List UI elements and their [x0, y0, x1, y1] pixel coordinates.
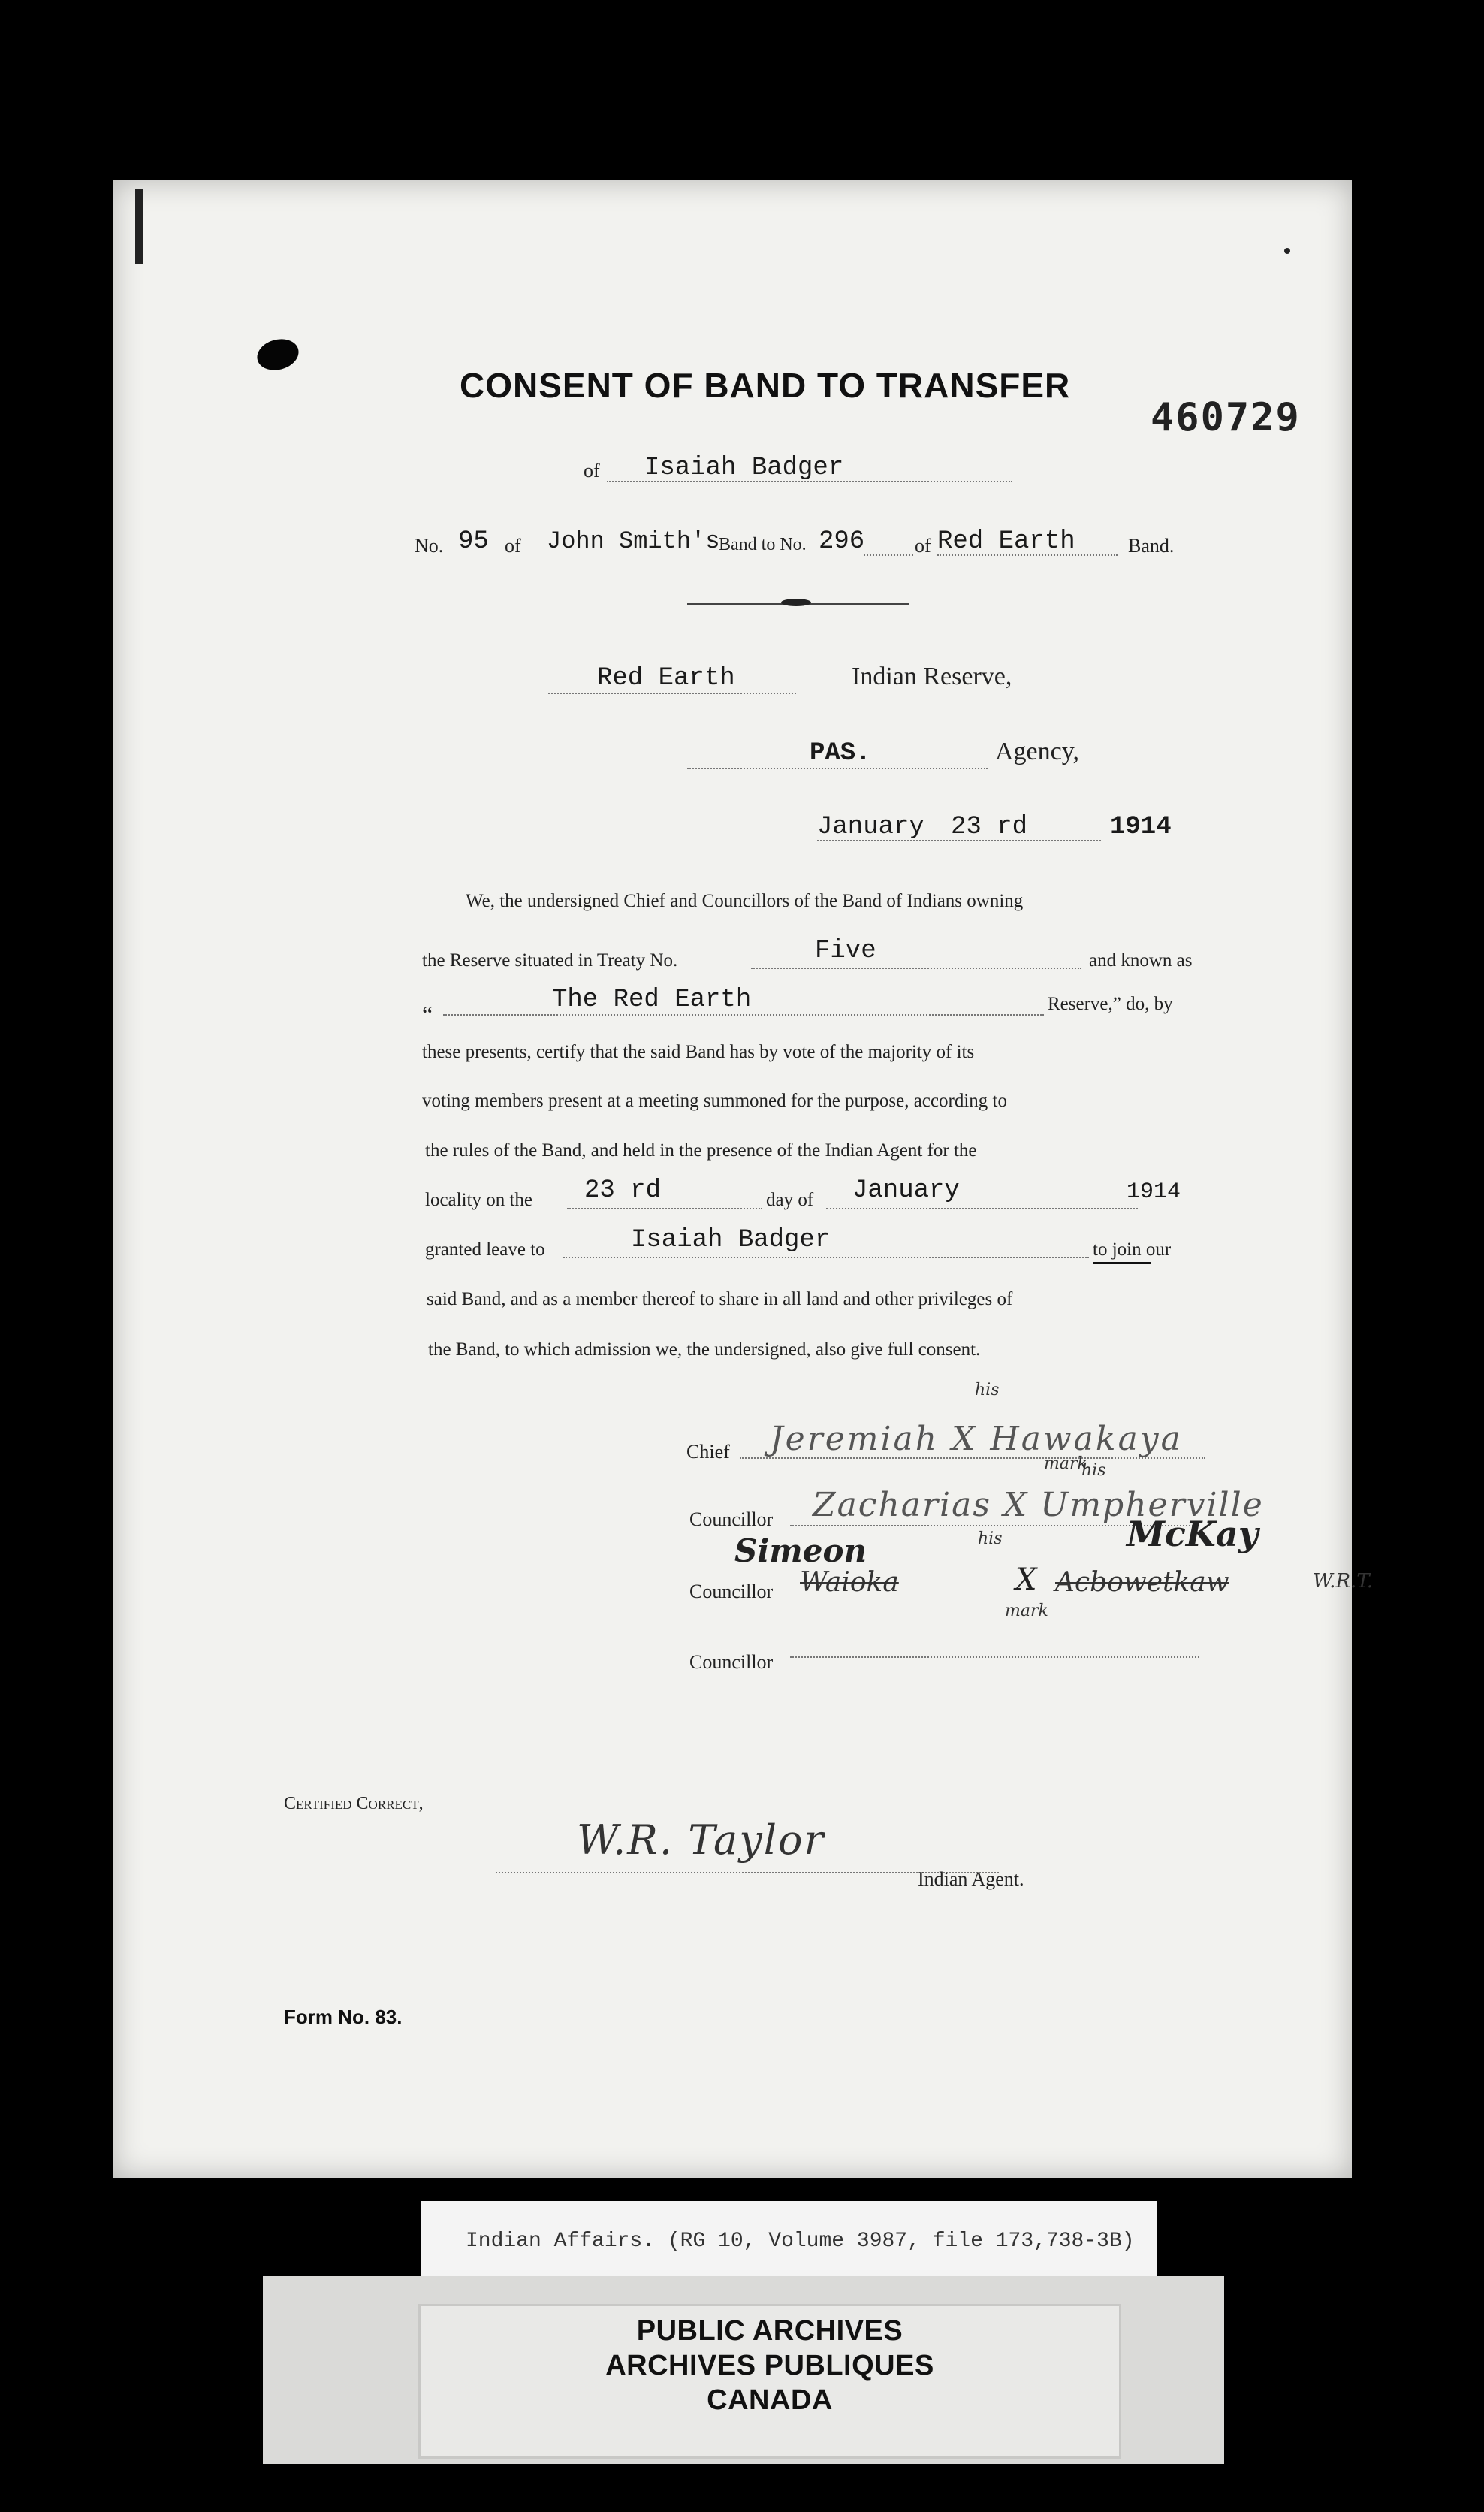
archive-reference: Indian Affairs. (RG 10, Volume 3987, file 173,738-3B): [466, 2230, 1135, 2253]
archive-line-3: CANADA: [707, 2384, 833, 2416]
councillor-2-x: X: [1015, 1562, 1037, 1597]
body-line-7a: locality on the: [425, 1190, 533, 1210]
chief-his: his: [975, 1381, 1000, 1399]
body-line-8a: granted leave to: [425, 1239, 545, 1260]
councillor-2-label: Councillor: [689, 1581, 774, 1602]
chief-mark: mark: [1044, 1454, 1087, 1473]
ornamental-rule-center: [781, 599, 811, 606]
open-quote: “: [422, 1001, 433, 1028]
body-line-2b: and known as: [1089, 950, 1193, 971]
councillor-3-dotted-line: [790, 1656, 1199, 1658]
body-line-1: We, the undersigned Chief and Councillors of the Band of Indians owning: [466, 891, 1024, 911]
body-line-7b: day of: [766, 1190, 814, 1210]
to-band-dotted-line: [937, 554, 1118, 556]
no-label: No.: [415, 535, 444, 557]
councillor-2-his: his: [978, 1529, 1003, 1548]
meeting-day: 23 rd: [584, 1176, 662, 1205]
to-number-dotted-line: [864, 554, 913, 556]
body-line-6: the rules of the Band, and held in the presence of the Indian Agent for the: [425, 1140, 977, 1161]
reserve-label: Indian Reserve,: [852, 663, 1012, 690]
councillor-2-mark: mark: [1005, 1602, 1048, 1620]
meeting-year: 1914: [1127, 1179, 1181, 1205]
of-label: of: [584, 460, 600, 482]
agency-name: PAS.: [810, 739, 871, 768]
agent-signature: W.R. Taylor: [577, 1816, 825, 1864]
councillor-2-struck-first: Waioka: [800, 1567, 899, 1598]
archive-reference-strip: [421, 2201, 1157, 2285]
body-line-10: the Band, to which admission we, the undersigned, also give full consent.: [428, 1339, 981, 1360]
body-line-5: voting members present at a meeting summoned for the purpose, according to: [422, 1091, 1007, 1111]
ink-dot: [1284, 248, 1290, 254]
meeting-day-dotted-line: [567, 1208, 762, 1209]
from-band: John Smith's: [547, 527, 720, 555]
to-number: 296: [819, 527, 865, 556]
councillor-3-label: Councillor: [689, 1651, 774, 1673]
date-month: January: [817, 813, 924, 841]
body-line-4: these presents, certify that the said Band has by vote of the majority of its: [422, 1042, 975, 1062]
chief-signature: Jeremiah X Hawakaya: [770, 1420, 1183, 1458]
from-number: 95: [458, 527, 489, 556]
councillor-2-first-name: Simeon: [734, 1532, 867, 1569]
body-line-9: said Band, and as a member thereof to share in all land and other privileges of: [427, 1289, 1013, 1309]
granted-name-dotted-line: [563, 1257, 1089, 1258]
file-number-stamp: 460729: [1151, 395, 1301, 440]
chief-label: Chief: [686, 1441, 730, 1463]
reserve-dotted-line: [548, 693, 796, 694]
body-line-2a: the Reserve situated in Treaty No.: [422, 950, 678, 971]
document-title: CONSENT OF BAND TO TRANSFER: [460, 366, 1071, 405]
granted-name: Isaiah Badger: [631, 1226, 831, 1254]
certified-correct-label: Certified Correct,: [284, 1794, 424, 1813]
councillor-1-label: Councillor: [689, 1508, 774, 1530]
treaty-number: Five: [815, 937, 876, 965]
to-band: Red Earth: [937, 527, 1075, 556]
band-to-label: Band to No.: [719, 535, 807, 554]
archive-line-2: ARCHIVES PUBLIQUES: [605, 2350, 934, 2381]
treaty-dotted-line: [751, 968, 1081, 969]
body-line-3b: Reserve,” do, by: [1048, 994, 1173, 1014]
meeting-month-dotted-line: [826, 1208, 1138, 1209]
councillor-2-last-name: McKay: [1127, 1514, 1259, 1554]
of-label-2: of: [505, 535, 521, 557]
reserve-name: Red Earth: [597, 664, 735, 693]
body-line-8b: to join our: [1093, 1239, 1172, 1260]
page-edge-mark: [135, 189, 143, 264]
reserve-full-name: The Red Earth: [552, 986, 752, 1014]
of-label-3: of: [915, 535, 931, 557]
agency-dotted-line: [687, 768, 988, 769]
correction-initials: W.R.T.: [1313, 1570, 1374, 1593]
date-year: 1914: [1110, 813, 1172, 841]
councillor-2-struck-last: Acbowetkaw: [1055, 1567, 1229, 1598]
archive-stamp: [421, 2306, 1119, 2456]
transferee-name: Isaiah Badger: [644, 454, 844, 482]
form-number: Form No. 83.: [284, 2006, 403, 2028]
indian-agent-label: Indian Agent.: [918, 1868, 1024, 1890]
date-day: 23 rd: [951, 813, 1028, 841]
agency-label: Agency,: [995, 738, 1080, 765]
councillor-1-his: his: [1081, 1461, 1106, 1480]
meeting-month: January: [852, 1176, 960, 1205]
band-label: Band.: [1128, 535, 1175, 557]
reserve-full-dotted-line: [443, 1014, 1044, 1016]
date-dotted-line: [817, 840, 1101, 841]
archive-line-1: PUBLIC ARCHIVES: [636, 2315, 903, 2347]
councillor-1-signature: Zacharias X Umpherville: [813, 1486, 1264, 1524]
to-join-underline: [1093, 1262, 1151, 1264]
